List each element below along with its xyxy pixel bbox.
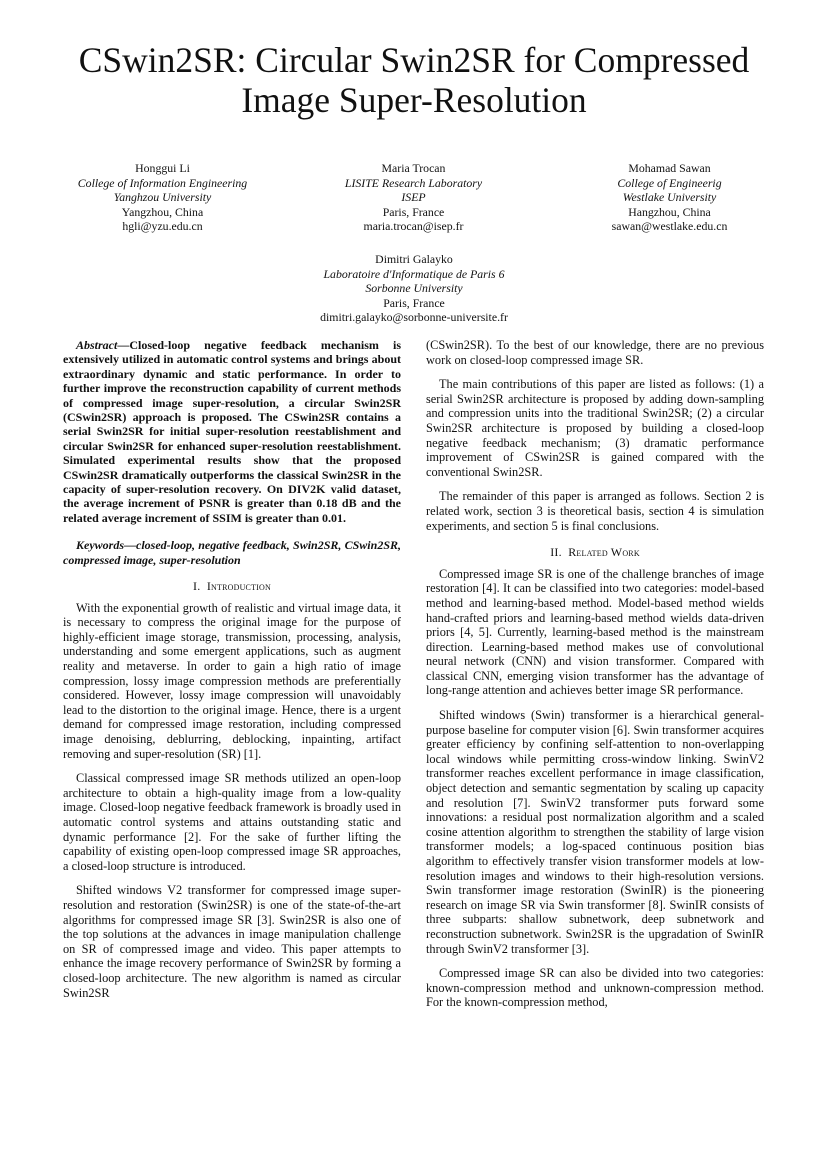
paragraph: Compressed image SR can also be divided into two categories: known-compression method and unknown-compression method. For the known-compression method, [426, 966, 764, 1010]
paragraph: (CSwin2SR). To the best of our knowledge, there are no previous work on closed-loop compressed image SR. [426, 338, 764, 367]
keywords: Keywords—closed-loop, negative feedback, Swin2SR, CSwin2SR, compressed image, super-resolution [63, 538, 401, 567]
paragraph: With the exponential growth of realistic and virtual image data, it is necessary to compress the original image for the purpose of highly-efficient image storage, transmission, processing, analysis, understanding and some emergent applications, such as augment reality and metaverse. In order to gain a high ratio of image compression, lossy image compression methods are preferentially considered. However, lossy image compression will unavoidably lead to the distortion to the original image. Hence, there is a urgent demand for compressed image restoration, including compressed image denoising, deblurring, deblocking, inpainting, artifact removing and super-resolution (SR) [1]. [63, 600, 401, 761]
author-email: dimitri.galayko@sorbonne-universite.fr [320, 310, 508, 325]
author-email: sawan@westlake.edu.cn [611, 219, 728, 234]
author-institution: ISEP [401, 190, 426, 205]
author-block [55, 161, 270, 234]
paragraph: Classical compressed image SR methods utilized an open-loop architecture to obtain a high-quality image from a low-quality image. Closed-loop negative feedback framework is broadly used in automatic control systems and attains outstanding static and dynamic performance [2]. For the sake of further lifting the capability of existing open-loop compressed image SR approaches, a closed-loop structure is introduced. [63, 771, 401, 873]
paragraph: The remainder of this paper is arranged as follows. Section 2 is related work, section 3 is theoretical basis, section 4 is simulation experiments, and section 5 is final conclusions. [426, 489, 764, 533]
author-institution: Westlake University [622, 190, 717, 205]
author-block [266, 252, 562, 325]
author-name: Dimitri Galayko [375, 252, 453, 266]
author-location: Hangzhou, China [628, 204, 711, 219]
author-name: Mohamad Sawan [628, 161, 711, 175]
section-heading-introduction [63, 579, 401, 594]
section-number: I. [193, 579, 201, 594]
section-title: Related Work [568, 545, 640, 560]
author-block [306, 161, 521, 234]
author-location: Yangzhou, China [121, 204, 204, 219]
author-affiliation: College of Engineerig [617, 175, 722, 190]
author-email: maria.trocan@isep.fr [363, 219, 464, 234]
paragraph: The main contributions of this paper are listed as follows: (1) a serial Swin2SR architecture is proposed by adding down-sampling and compression units into the traditional Swin2SR; (2) a circular Swin2SR architecture is proposed by building a closed-loop negative feedback mechanism; (3) dramatic performance improvement of CSwin2SR is gained compared with the conventional Swin2SR. [426, 377, 764, 479]
section-heading-related-work [426, 545, 764, 560]
abstract-text: —Closed-loop negative feedback mechanism is extensively utilized in automatic control systems and brings about extraordinary dynamic and static performance. In order to further improve the reconstruction capability of current methods of compressed image super-resolution, a circular Swin2SR (CSwin2SR) approach is proposed. The CSwin2SR contains a serial Swin2SR for initial super-resolution reestablishment and circular Swin2SR for enhanced super-resolution reestablishment. Simulated experimental results show that the proposed CSwin2SR dramatically outperforms the classical Swin2SR in the capacity of super-resolution recovery. On DIV2K valid dataset, the average increment of PSNR is greater than 0.18 dB and the related average increment of SSIM is greater than 0.01. [63, 338, 401, 525]
abstract-lead: Abstract [76, 338, 118, 352]
section-title: Introduction [206, 579, 271, 594]
author-name: Maria Trocan [381, 161, 446, 175]
paragraph: Shifted windows (Swin) transformer is a hierarchical general-purpose baseline for computer vision [6]. Swin transformer acquires greater efficiency by confining self-attention to non-overlapping local windows while permitting cross-window linking. SwinV2 transformer reaches excellent performance in image classification, object detection and semantic segmentation by scaling up capacity and resolution [7]. SwinV2 transformer puts forward some innovations: a residual post normalization algorithm and a scaled cosine attention algorithm to strengthen the stability of large vision transformer models; a log-spaced continuous position bias algorithm to effectively transfer vision transformer models at low-resolution images and windows to their high-resolution versions. Swin transformer image restoration (SwinIR) is the pioneering research on image SR via Swin transformer [8]. SwinIR consists of three subparts: shallow subnetwork, deep subnetwork and reconstruction subnetwork. Swin2SR is the upgradation of SwinIR through SwinV2 transformer [3]. [426, 708, 764, 956]
author-affiliation: Laboratoire d'Informatique de Paris 6 [323, 266, 505, 281]
paragraph: Compressed image SR is one of the challenge branches of image restoration [4]. It can be classified into two categories: model-based method and learning-based method. Model-based method wields hand-crafted priors and learning-based method wields data-driven priors [4, 5]. Currently, learning-based method is the mainstream direction. Learning-based method makes use of convolutional neural network (CNN) and vision transformer. Compared with classical CNN, emerging vision transformer has the advantage of long-range attention and achieves better image SR performance. [426, 566, 764, 698]
right-column [426, 338, 764, 1020]
author-institution: Sorbonne University [365, 281, 463, 296]
abstract [63, 338, 401, 525]
author-location: Paris, France [382, 204, 445, 219]
paragraph: Shifted windows V2 transformer for compressed image super-resolution and restoration (Swin2SR) is one of the state-of-the-art algorithms for compressed image SR [3]. Swin2SR is also one of the top solutions at the advances in image manipulation challenge on SR of compressed image and video. This paper attempts to enhance the image recovery performance of Swin2SR by forming a closed-loop architecture. The new algorithm is named as circular Swin2SR [63, 883, 401, 1000]
author-affiliation: College of Information Engineering [77, 175, 248, 190]
author-name: Honggui Li [135, 161, 190, 175]
left-column [63, 338, 401, 1010]
author-email: hgli@yzu.edu.cn [122, 219, 203, 234]
author-institution: Yanghzou University [113, 190, 212, 205]
section-number: II. [550, 545, 562, 560]
author-location: Paris, France [383, 295, 445, 310]
author-affiliation: LISITE Research Laboratory [344, 175, 483, 190]
paper-title: CSwin2SR: Circular Swin2SR for Compressed Image Super-Resolution [78, 40, 750, 120]
author-block [562, 161, 777, 234]
